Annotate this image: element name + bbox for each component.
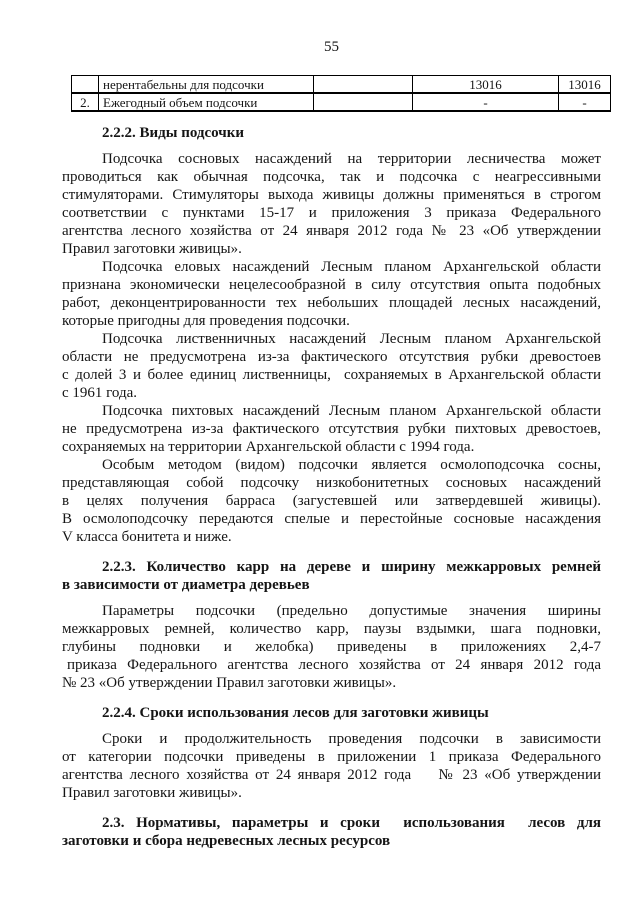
text-line: агентства лесного хозяйства от 24 января 2012 года № 23 «Об утверждении	[62, 767, 601, 783]
paragraph-pine-tapping	[62, 150, 601, 258]
heading-line: 2.2.4. Сроки использования лесов для заготовки живицы	[102, 705, 489, 721]
page-number: 55	[324, 39, 339, 55]
table-row	[72, 93, 611, 111]
heading-line: 2.3. Нормативы, параметры и сроки использования лесов для	[102, 815, 601, 831]
text-line: В осмолоподсочку передаются спелые и перестойные сосновые насаждения	[62, 511, 601, 527]
text-line: в целях получения барраса (загустевшей или затвердевшей живицы).	[62, 493, 601, 509]
text-line: приказа Федерального агентства лесного хозяйства от 24 января 2012 года	[67, 657, 601, 673]
table-row	[72, 76, 611, 94]
row-number-cell: 2.	[72, 93, 99, 111]
paragraph-osmol-tapping	[62, 456, 601, 546]
text-line: Подсочка еловых насаждений Лесным планом Архангельской области	[102, 259, 601, 275]
text-line: межкарровых ремней, количество карр, паузы вздымки, шага подновки,	[62, 621, 601, 637]
row-label-cell: нерентабельны для подсочки	[99, 76, 314, 94]
value-cell: -	[559, 93, 611, 111]
heading-line: 2.2.3. Количество карр на дереве и ширину межкарровых ремней	[102, 559, 601, 575]
heading-line: в зависимости от диаметра деревьев	[62, 577, 310, 593]
empty-unit-cell	[314, 76, 413, 94]
text-line: не предусмотрена из-за фактического отсутствия рубки пихтовых древостоев,	[62, 421, 601, 437]
text-line: Сроки и продолжительность проведения подсочки в зависимости	[102, 731, 601, 747]
paragraph-tapping-parameters	[62, 602, 601, 692]
text-line: с долей 3 и более единиц лиственницы, сохраняемых в Архангельской области	[62, 367, 601, 383]
text-line: Особым методом (видом) подсочки является осмолоподсочка сосны,	[102, 457, 601, 473]
text-line: Подсочка сосновых насаждений на территории лесничества может	[102, 151, 601, 167]
text-line: признана экономически нецелесообразной в силу отсутствия опыта подобных	[62, 277, 601, 293]
value-cell: 13016	[413, 76, 559, 94]
paragraph-fir-tapping	[62, 402, 601, 456]
text-line: V класса бонитета и ниже.	[62, 529, 232, 545]
text-line: глубины подновки и желобка) приведены в приложениях 2,4-7	[62, 639, 601, 655]
section-heading-2-2-4	[62, 704, 601, 722]
text-line: Параметры подсочки (предельно допустимые значения ширины	[102, 603, 601, 619]
empty-unit-cell	[314, 93, 413, 111]
text-line: работ, деконцентрированности тех небольших площадей лесных насаждений,	[62, 295, 601, 311]
section-heading-2-2-3	[62, 558, 601, 594]
annual-tapping-volume-table	[71, 75, 611, 112]
text-line: сохраняемых на территории Архангельской области с 1994 года.	[62, 439, 475, 455]
value-cell: -	[413, 93, 559, 111]
row-label-cell: Ежегодный объем подсочки	[99, 93, 314, 111]
text-line: агентства лесного хозяйства от 24 января 2012 года № 23 «Об утверждении	[62, 223, 601, 239]
text-line: представляющая собой подсочку низкобонитетных сосновых насаждений	[62, 475, 601, 491]
value-cell: 13016	[559, 76, 611, 94]
text-line: которые пригодны для проведения подсочки.	[62, 313, 350, 329]
paragraph-tapping-terms	[62, 730, 601, 802]
text-line: Подсочка пихтовых насаждений Лесным планом Архангельской области	[102, 403, 601, 419]
text-line: проводиться как обычная подсочка, так и подсочка с неагрессивными	[62, 169, 601, 185]
text-line: № 23 «Об утверждении Правил заготовки живицы».	[62, 675, 397, 691]
paragraph-spruce-tapping	[62, 258, 601, 330]
text-line: области не предусмотрена из-за фактического отсутствия рубки древостоев	[62, 349, 601, 365]
document-body	[62, 124, 601, 850]
text-line: стимуляторами. Стимуляторы выхода живицы должны применяться в строгом	[62, 187, 601, 203]
section-heading-2-3	[62, 814, 601, 850]
heading-line: 2.2.2. Виды подсочки	[102, 125, 245, 141]
section-heading-2-2-2	[62, 124, 601, 142]
paragraph-larch-tapping	[62, 330, 601, 402]
text-line: Правил заготовки живицы».	[62, 241, 242, 257]
text-line: Подсочка лиственничных насаждений Лесным планом Архангельской	[102, 331, 601, 347]
row-number-cell	[72, 76, 99, 94]
text-line: с 1961 года.	[62, 385, 138, 401]
text-line: Правил заготовки живицы».	[62, 785, 242, 801]
text-line: соответствии с пунктами 15-17 и приложения 3 приказа Федерального	[62, 205, 601, 221]
text-line: от категории подсочки приведены в приложении 1 приказа Федерального	[62, 749, 601, 765]
heading-line: заготовки и сбора недревесных лесных ресурсов	[62, 833, 391, 849]
